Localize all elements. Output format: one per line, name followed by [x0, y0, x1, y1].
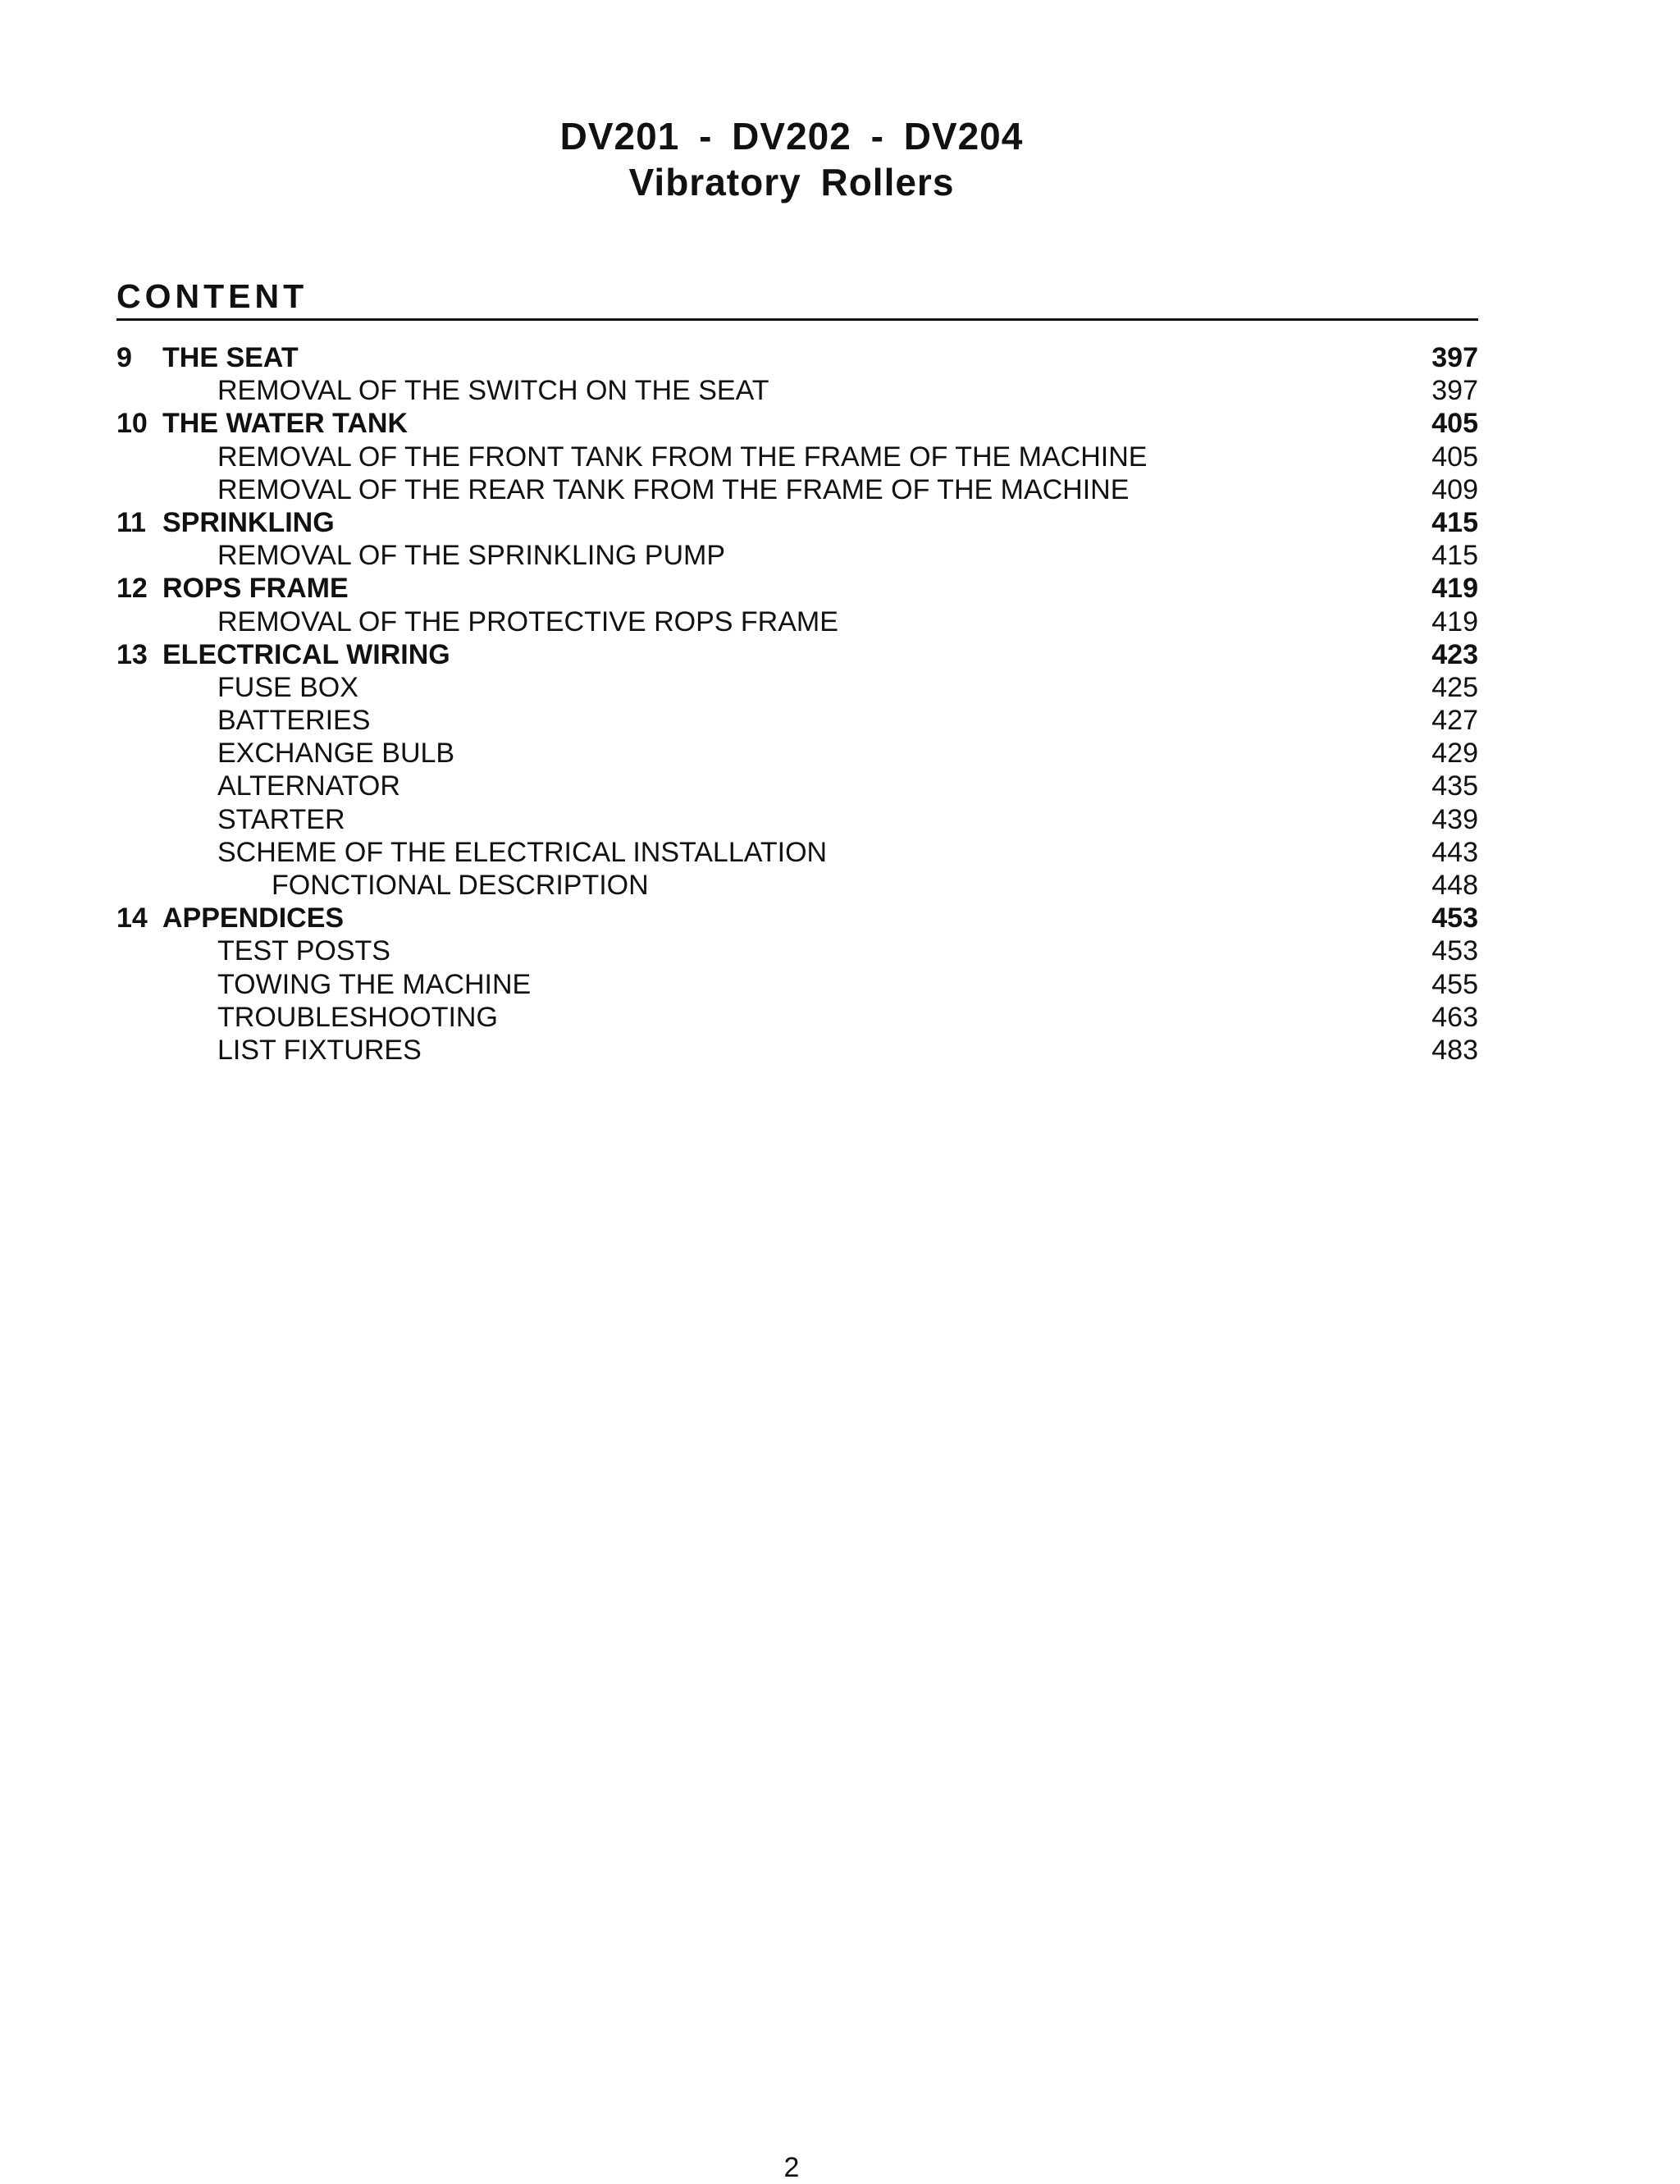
toc-page-number: 397 — [1431, 342, 1478, 373]
toc-entry-title: TOWING THE MACHINE — [217, 968, 532, 1000]
toc-chapter-row[interactable] — [116, 407, 1478, 440]
toc-entry-row[interactable] — [116, 803, 1478, 836]
toc-entry-row[interactable] — [116, 473, 1478, 506]
toc-chapter-number: 11 — [116, 506, 146, 538]
toc-chapter-number: 10 — [116, 408, 148, 440]
toc-entry-title: FONCTIONAL DESCRIPTION — [272, 870, 649, 901]
toc-entry-row[interactable] — [116, 539, 1478, 572]
toc-entry-row[interactable] — [116, 1001, 1478, 1034]
toc-page-number: 435 — [1431, 770, 1478, 802]
toc-chapter-row[interactable] — [116, 341, 1478, 374]
toc-chapter-number: 9 — [116, 342, 132, 373]
table-of-contents — [116, 341, 1478, 1067]
toc-chapter-row[interactable] — [116, 638, 1478, 671]
page-number: 2 — [783, 2152, 800, 2183]
toc-page-number: 483 — [1431, 1034, 1478, 1066]
toc-entry-row[interactable] — [116, 869, 1478, 902]
toc-entry-title: FUSE BOX — [217, 671, 358, 703]
toc-entry-title: REMOVAL OF THE PROTECTIVE ROPS FRAME — [217, 605, 838, 637]
toc-chapter-number: 13 — [116, 638, 148, 670]
toc-entry-title: SPRINKLING — [162, 506, 335, 538]
toc-page-number: 448 — [1431, 870, 1478, 901]
document-header — [0, 113, 1583, 205]
toc-page-number: 419 — [1431, 573, 1478, 605]
heading-divider — [116, 318, 1478, 321]
toc-chapter-row[interactable] — [116, 572, 1478, 605]
toc-entry-title: REMOVAL OF THE SWITCH ON THE SEAT — [217, 375, 769, 407]
toc-entry-title: REMOVAL OF THE REAR TANK FROM THE FRAME OF THE MACHINE — [217, 473, 1130, 505]
toc-page-number: 397 — [1431, 375, 1478, 407]
section-heading: CONTENT — [116, 277, 308, 315]
toc-page-number: 429 — [1431, 738, 1478, 770]
toc-entry-row[interactable] — [116, 737, 1478, 770]
toc-entry-title: APPENDICES — [162, 902, 345, 934]
toc-chapter-number: 12 — [116, 573, 148, 605]
toc-entry-title: BATTERIES — [217, 705, 371, 737]
toc-entry-row[interactable] — [116, 671, 1478, 704]
toc-entry-title: EXCHANGE BULB — [217, 738, 455, 770]
toc-entry-title: ELECTRICAL WIRING — [162, 638, 450, 670]
toc-chapter-number: 14 — [116, 902, 148, 934]
toc-entry-title: THE SEAT — [162, 342, 299, 373]
toc-entry-row[interactable] — [116, 374, 1478, 407]
document-title: DV201 - DV202 - DV204 — [559, 115, 1024, 158]
toc-page-number: 415 — [1431, 540, 1478, 572]
toc-entry-row[interactable] — [116, 704, 1478, 737]
toc-entry-title: STARTER — [217, 803, 345, 835]
toc-page-number: 409 — [1431, 473, 1478, 505]
toc-entry-title: TROUBLESHOOTING — [217, 1001, 498, 1033]
toc-chapter-row[interactable] — [116, 902, 1478, 934]
toc-page-number: 443 — [1431, 836, 1478, 868]
toc-entry-row[interactable] — [116, 441, 1478, 473]
toc-entry-title: LIST FIXTURES — [217, 1034, 422, 1066]
toc-page-number: 455 — [1431, 968, 1478, 1000]
toc-entry-title: REMOVAL OF THE FRONT TANK FROM THE FRAME OF THE MACHINE — [217, 441, 1148, 473]
toc-page-number: 419 — [1431, 605, 1478, 637]
toc-entry-row[interactable] — [116, 836, 1478, 869]
toc-page-number: 425 — [1431, 671, 1478, 703]
toc-entry-title: ALTERNATOR — [217, 770, 400, 802]
toc-page-number: 405 — [1431, 441, 1478, 473]
toc-page-number: 423 — [1431, 638, 1478, 670]
document-subtitle: Vibratory Rollers — [628, 161, 955, 203]
toc-page-number: 427 — [1431, 705, 1478, 737]
toc-page-number: 463 — [1431, 1001, 1478, 1033]
toc-entry-row[interactable] — [116, 605, 1478, 638]
toc-page-number: 453 — [1431, 935, 1478, 967]
toc-entry-row[interactable] — [116, 770, 1478, 802]
toc-entry-title: THE WATER TANK — [162, 408, 409, 440]
toc-entry-title: SCHEME OF THE ELECTRICAL INSTALLATION — [217, 836, 828, 868]
toc-entry-title: REMOVAL OF THE SPRINKLING PUMP — [217, 540, 726, 572]
toc-page-number: 439 — [1431, 803, 1478, 835]
toc-chapter-row[interactable] — [116, 506, 1478, 539]
toc-page-number: 405 — [1431, 408, 1478, 440]
toc-entry-row[interactable] — [116, 968, 1478, 1001]
toc-page-number: 415 — [1431, 506, 1478, 538]
toc-entry-title: TEST POSTS — [217, 935, 390, 967]
toc-entry-row[interactable] — [116, 934, 1478, 967]
toc-entry-row[interactable] — [116, 1034, 1478, 1067]
toc-entry-title: ROPS FRAME — [162, 573, 349, 605]
toc-page-number: 453 — [1431, 902, 1478, 934]
